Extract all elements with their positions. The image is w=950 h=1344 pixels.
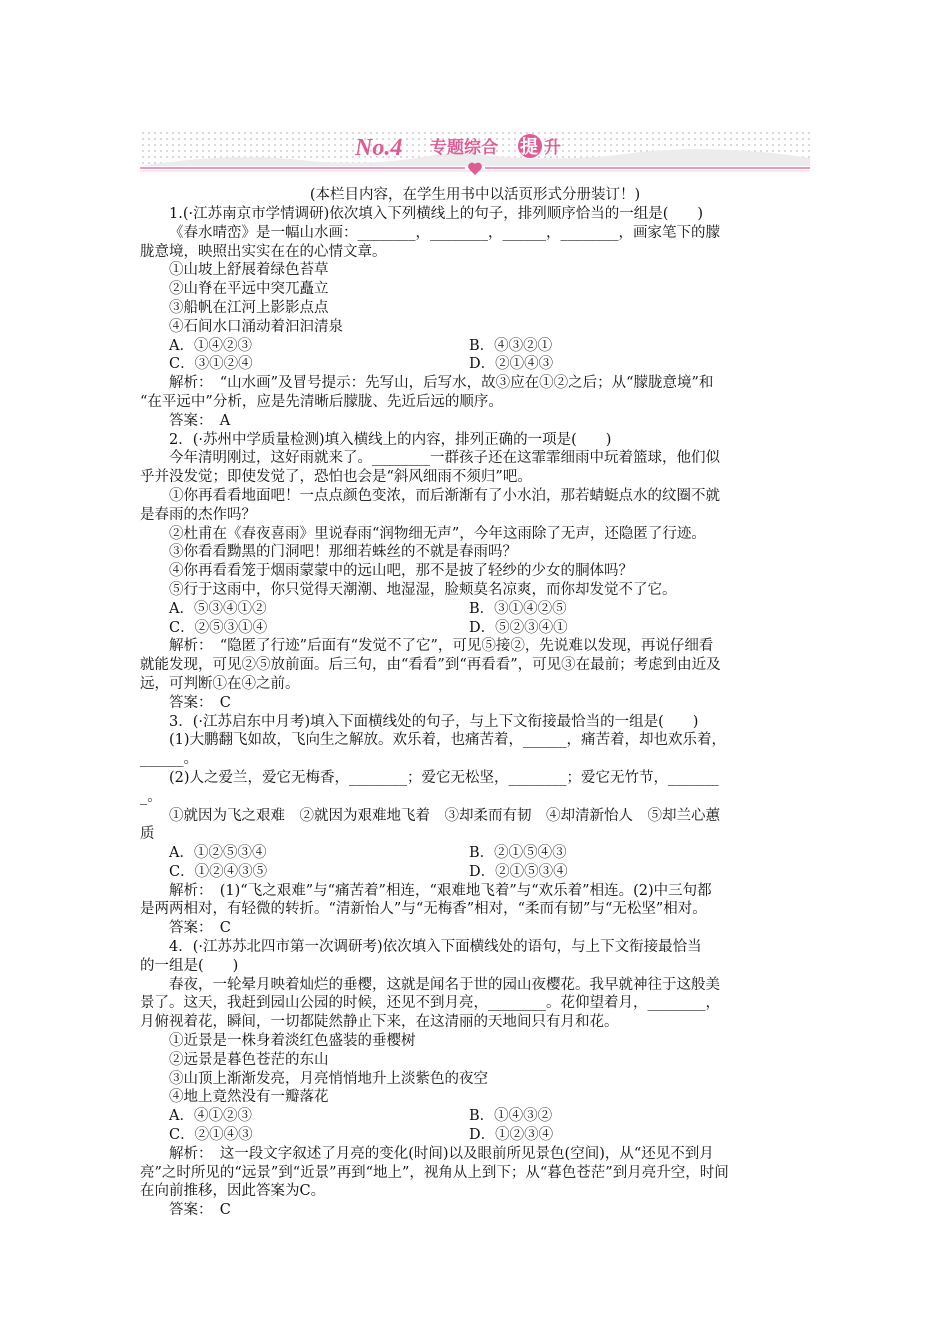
sentence-item: ⑤行于这雨中，你只觉得天潮潮、地湿湿，脸颊莫名凉爽，而你却发觉不了它。 <box>169 581 677 598</box>
option-row <box>140 844 808 863</box>
question-2 <box>140 431 808 713</box>
option-b: B．③①④②⑤ <box>469 600 567 617</box>
analysis-line: “在平远中”分析，应是先清晰后朦胧、先近后远的顺序。 <box>140 393 503 410</box>
analysis-line: 是两两相对，有轻微的转折。“清新怡人”与“无梅香”相对，“柔而有韧”与“无松坚”相对。 <box>140 901 707 918</box>
choice-list: ①就因为飞之艰难 ②就因为艰难地飞着 ③却柔而有韧 ④却清新怡人 ⑤却兰心蕙 <box>169 807 720 824</box>
option-a: A．①④②③ <box>169 337 252 354</box>
analysis-line: 解析： 这一段文字叙述了月亮的变化(时间)以及眼前所见景色(空间)，从“还见不到月 <box>169 1145 714 1162</box>
passage-line: (1)大鹏翻飞如故，飞向生之解放。欢乐着，也痛苦着，______，痛苦着，却也欢乐着， <box>169 732 727 749</box>
passage-line: 乎并没发觉；即使发觉了，恐怕也会是“斜风细雨不须归”吧。 <box>140 469 532 486</box>
option-row <box>140 600 808 619</box>
heart-icon <box>468 163 482 175</box>
option-row <box>140 863 808 882</box>
analysis-line: 解析： “隐匿了行迹”后面有“发觉不了它”，可见⑤接②，先说难以发现，再说仔细看 <box>169 638 714 655</box>
analysis-line: 就能发现，可见②⑤放前面。后三句，由“看看”到“再看看”，可见③在最前；考虑到由近及 <box>140 657 721 674</box>
question-4 <box>140 938 808 1220</box>
option-row <box>140 619 808 638</box>
answer-line: 答案： C <box>169 694 231 711</box>
analysis-line: 在向前推移，因此答案为C。 <box>140 1183 326 1200</box>
option-c: C．③①②④ <box>169 356 253 373</box>
exercise-content <box>140 205 808 1220</box>
banner-title: 专题综合 <box>430 138 498 158</box>
sentence-item: ③船帆在江河上影影点点 <box>169 299 329 316</box>
option-b: B．④③②① <box>469 337 553 354</box>
passage-line: ______。 <box>140 751 198 768</box>
option-c: C．②⑤③①④ <box>169 619 268 636</box>
option-c: C．①②④③⑤ <box>169 863 268 880</box>
sentence-item: ③你看看黝黑的门洞吧！那细若蛛丝的不就是春雨吗？ <box>169 544 517 561</box>
question-stem: 4．(·江苏苏北四市第一次调研考)依次填入下面横线处的语句，与上下文衔接最恰当 <box>169 939 702 956</box>
banner-graphic <box>140 124 810 182</box>
question-stem: 3．(·江苏启东中月考)填入下面横线处的句子，与上下文衔接最恰当的一组是( ) <box>169 713 699 730</box>
question-3 <box>140 713 808 939</box>
option-a: A．⑤③④①② <box>169 600 267 617</box>
sentence-item: ③山顶上渐渐发亮，月亮悄悄地升上淡紫色的夜空 <box>169 1070 488 1087</box>
banner-title-end: 升 <box>544 138 561 158</box>
option-a: A．①②⑤③④ <box>169 845 267 862</box>
option-a: A．④①②③ <box>169 1108 252 1125</box>
passage-line: 景了。这天，我赶到园山公园的时候，还见不到月亮，________。花仰望着月，________， <box>140 995 720 1012</box>
option-b: B．②①⑤④③ <box>469 845 567 862</box>
passage-line: 今年清明刚过，这好雨就来了。________一群孩子还在这霏霏细雨中玩着篮球，他们似 <box>169 450 720 467</box>
passage-line: _。 <box>140 788 162 805</box>
banner-title-highlight: 提 <box>520 137 538 158</box>
sentence-item: ①近景是一株身着淡红色盛装的垂樱树 <box>169 1033 416 1050</box>
analysis-line: 远，可判断①在④之前。 <box>140 675 300 692</box>
passage-line: (2)人之爱兰，爱它无梅香，________；爱它无松坚，________；爱它无竹节，_______ <box>169 769 719 786</box>
sentence-item: 是春雨的杰作吗？ <box>140 506 256 523</box>
option-d: D．⑤②③④① <box>469 619 568 636</box>
section-banner <box>140 124 810 182</box>
answer-line: 答案： A <box>169 412 231 429</box>
passage-line: 胧意境，映照出实实在在的心情文章。 <box>140 243 387 260</box>
option-row <box>140 355 808 374</box>
sentence-item: ②山脊在平远中突兀矗立 <box>169 281 329 298</box>
option-row <box>140 337 808 356</box>
question-stem: 2．(·苏州中学质量检测)填入横线上的内容，排列正确的一项是( ) <box>169 431 612 448</box>
question-stem: 1.(·江苏南京市学情调研)依次填入下列横线上的句子，排列顺序恰当的一组是( ) <box>169 206 704 222</box>
option-d: D．②①④③ <box>469 356 554 373</box>
choice-list: 质 <box>140 826 155 843</box>
option-d: D．②①⑤③④ <box>469 863 568 880</box>
sentence-item: ①你再看看地面吧！一点点颜色变浓，而后渐渐有了小水泊，那若蜻蜓点水的纹圈不就 <box>169 487 720 504</box>
analysis-line: 解析： (1)“飞之艰难”与“痛苦着”相连，“艰难地飞着”与“欢乐着”相连。(2)中三句都 <box>169 882 712 899</box>
passage-line: 《春水晴峦》是一幅山水画：________，________，______，________，画家笔下的朦 <box>169 224 720 241</box>
answer-line: 答案： C <box>169 920 231 937</box>
sentence-item: ②远景是暮色苍茫的东山 <box>169 1051 329 1068</box>
passage-line: 月俯视着花，瞬间，一切都陡然静止下来，在这清丽的天地间只有月和花。 <box>140 1014 619 1031</box>
binding-note: (本栏目内容，在学生用书中以活页形式分册装订！) <box>309 187 641 203</box>
option-row <box>140 1107 808 1126</box>
option-c: C．②①④③ <box>169 1127 253 1144</box>
analysis-line: 亮”之时所见的“远景”到“近景”再到“地上”，视角从上到下；从“暮色苍茫”到月亮升空，时间 <box>140 1164 729 1181</box>
question-1 <box>140 205 808 431</box>
passage-line: 春夜，一轮晕月映着灿烂的垂樱，这就是闻名于世的园山夜樱花。我早就神往于这般美 <box>169 976 720 993</box>
option-row <box>140 1126 808 1145</box>
option-b: B．①④③② <box>469 1108 553 1125</box>
sentence-item: ①山坡上舒展着绿色苔草 <box>169 262 329 279</box>
sentence-item: ②杜甫在《春夜喜雨》里说春雨“润物细无声”，今年这雨除了无声，还隐匿了行迹。 <box>169 525 706 542</box>
sentence-item: ④你再看看笼于烟雨蒙蒙中的远山吧，那不是披了轻纱的少女的胴体吗？ <box>169 563 633 580</box>
option-d: D．①②③④ <box>469 1127 554 1144</box>
sentence-item: ④地上竟然没有一瓣落花 <box>169 1089 329 1106</box>
question-stem: 的一组是( ) <box>140 957 239 974</box>
analysis-line: 解析： “山水画”及冒号提示：先写山，后写水，故③应在①②之后；从“朦胧意境”和 <box>169 375 714 392</box>
sentence-item: ④石间水口涌动着汩汩清泉 <box>169 318 343 335</box>
answer-line: 答案： C <box>169 1202 231 1219</box>
banner-badge: No.4 <box>355 135 403 161</box>
